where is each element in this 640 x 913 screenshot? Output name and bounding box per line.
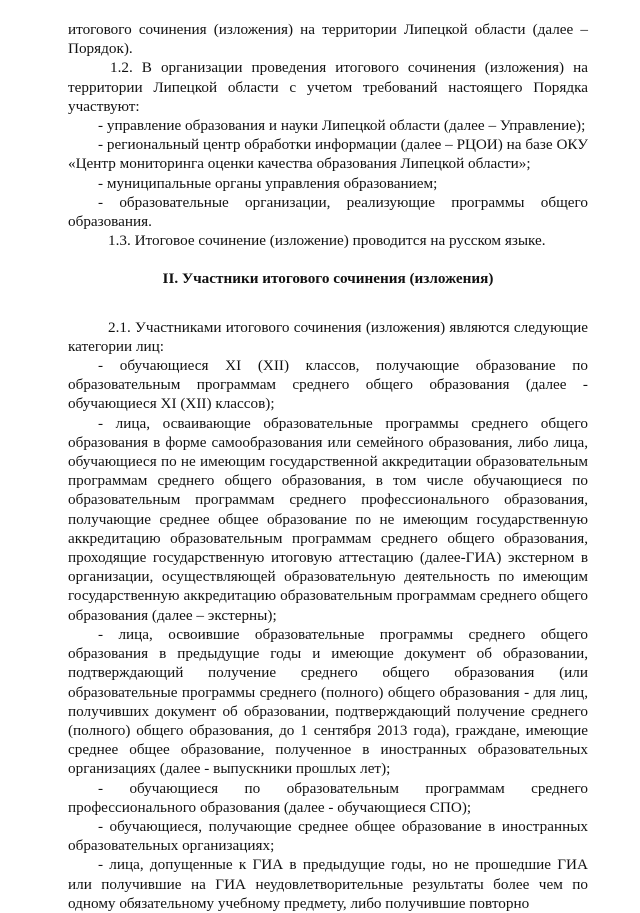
list-item-upravlenie: - управление образования и науки Липецкой области (далее – Управление); xyxy=(98,117,586,135)
list-item-municipal: - муниципальные органы управления образованием; xyxy=(98,174,438,192)
paragraph-2-1: 2.1. Участниками итогового сочинения (изложения) являются следующие категории лиц: xyxy=(68,318,588,355)
list-item-past-graduates: - лица, освоившие образовательные программы среднего общего образования в предыдущие годы и имеющие документ об образовании, подтверждающий получение среднего общего образования (или образовательные программы среднего (полного) общего образования - для лиц, получивших документ об образовании, подтверждающий получение среднего (полного) общего образования, до 1 сентября 2013 года), граждане, имеющие среднее общее образование, полученное в иностранных образовательных организациях (далее - выпускники прошлых лет); xyxy=(68,625,588,778)
list-item-students-xi: - обучающиеся XI (XII) классов, получающие образование по образовательным программам среднего общего образования (далее - обучающиеся XI (XII) классов); xyxy=(68,357,588,413)
paragraph-1-2: 1.2. В организации проведения итогового сочинения (изложения) на территории Липецкой области с учетом требований настоящего Порядка участвуют: xyxy=(68,59,588,115)
paragraph-intro-continuation: итогового сочинения (изложения) на территории Липецкой области (далее – Порядок). xyxy=(68,21,588,58)
list-item-externs: - лица, осваивающие образовательные программы среднего общего образования в форме самообразования или семейного образования, либо лица, обучающиеся по не имеющим государственной аккредитации образовательным программам среднего общего образования, в том числе обучающиеся по образовательным программам среднего профессионального образования, получающие среднее общее образование по не имеющим государственную аккредитацию образовательным программам среднего общего образования, проходящие государственную итоговую аттестацию (далее-ГИА) экстерном в организации, осуществляющей образовательную деятельность по имеющим государственную аккредитацию образовательным программам среднего общего образования (далее – экстерны); xyxy=(68,414,588,624)
paragraph-1-3: 1.3. Итоговое сочинение (изложение) проводится на русском языке. xyxy=(108,232,546,250)
list-item-rcoi: - региональный центр обработки информации (далее – РЦОИ) на базе ОКУ «Центр мониторинга оценки качества образования Липецкой области»; xyxy=(68,136,588,173)
list-item-gia-retake: - лица, допущенные к ГИА в предыдущие годы, но не прошедшие ГИА или получившие на ГИА неудовлетворительные результаты более чем по одному обязательному учебному предмету, либо получившие повторно xyxy=(68,856,588,912)
list-item-spo-students: - обучающиеся по образовательным программам среднего профессионального образования (далее - обучающиеся СПО); xyxy=(68,779,588,816)
list-item-foreign-students: - обучающиеся, получающие среднее общее образование в иностранных образовательных организациях; xyxy=(68,817,588,855)
list-item-organizations: - образовательные организации, реализующие программы общего образования. xyxy=(68,193,588,231)
section-heading-participants: II. Участники итогового сочинения (изложения) xyxy=(162,270,494,288)
